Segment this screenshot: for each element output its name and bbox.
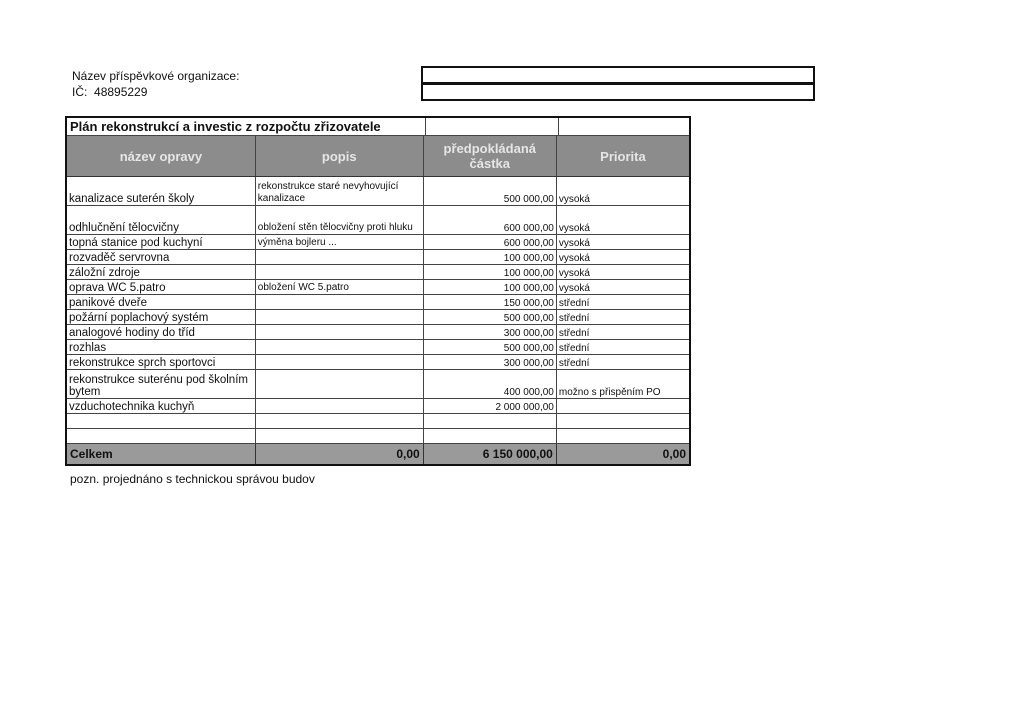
cell-desc — [255, 310, 423, 324]
cell-desc — [255, 429, 423, 443]
ic-field — [421, 83, 815, 101]
cell-amount: 500 000,00 — [423, 340, 556, 354]
cell-desc — [255, 370, 423, 398]
ic-line — [72, 85, 147, 99]
table-row — [67, 177, 689, 206]
cell-name: kanalizace suterén školy — [69, 193, 195, 205]
col-header-amount: předpokládaná částka — [423, 136, 556, 176]
table-row — [67, 280, 689, 295]
cell-desc — [255, 340, 423, 354]
cell-name: vzduchotechnika kuchyň — [69, 401, 195, 413]
cell-amount: 300 000,00 — [423, 355, 556, 369]
cell-amount: 150 000,00 — [423, 295, 556, 309]
cell-priority: vysoká — [556, 177, 689, 205]
total-label: Celkem — [70, 447, 113, 461]
cell-priority: střední — [556, 310, 689, 324]
cell-name — [67, 414, 255, 428]
cell-name: rozvaděč servrovna — [69, 252, 170, 264]
cell-amount: 500 000,00 — [423, 310, 556, 324]
cell-amount: 100 000,00 — [423, 250, 556, 264]
cell-desc: obložení WC 5.patro — [255, 280, 423, 294]
total-row — [67, 444, 689, 464]
cell-amount: 100 000,00 — [423, 280, 556, 294]
cell-name: oprava WC 5.patro — [69, 282, 166, 294]
cell-name: požární poplachový systém — [69, 312, 209, 324]
table-row — [67, 265, 689, 280]
ic-label: IČ: — [72, 85, 88, 99]
table-row — [67, 399, 689, 414]
cell-amount — [423, 414, 556, 428]
cell-priority — [556, 414, 689, 428]
cell-name: záložní zdroje — [69, 267, 140, 279]
cell-desc: rekonstrukce staré nevyhovující kanalizace — [255, 177, 423, 205]
cell-amount: 600 000,00 — [423, 235, 556, 249]
cell-priority: vysoká — [556, 235, 689, 249]
cell-name: topná stanice pod kuchyní — [69, 237, 203, 249]
table-row — [67, 370, 689, 399]
table-row — [67, 235, 689, 250]
cell-name: panikové dveře — [69, 297, 147, 309]
total-amount: 6 150 000,00 — [423, 444, 556, 464]
cell-amount: 400 000,00 — [423, 370, 556, 398]
cell-amount: 500 000,00 — [423, 177, 556, 205]
cell-amount — [423, 429, 556, 443]
org-name-field — [421, 66, 815, 84]
table-row — [67, 355, 689, 370]
cell-priority — [556, 399, 689, 413]
cell-amount: 2 000 000,00 — [423, 399, 556, 413]
table-row — [67, 340, 689, 355]
table-row — [67, 414, 689, 429]
table-row — [67, 310, 689, 325]
cell-desc: obložení stěn tělocvičny proti hluku — [255, 206, 423, 234]
cell-desc — [255, 325, 423, 339]
cell-desc — [255, 355, 423, 369]
total-priority-value: 0,00 — [556, 444, 689, 464]
cell-desc — [255, 399, 423, 413]
cell-priority: střední — [556, 295, 689, 309]
col-header-desc: popis — [255, 136, 423, 176]
table-title-row — [67, 118, 689, 136]
cell-priority: vysoká — [556, 265, 689, 279]
cell-desc — [255, 295, 423, 309]
table-row — [67, 429, 689, 444]
col-header-name: název opravy — [119, 148, 203, 164]
table-row — [67, 250, 689, 265]
cell-priority: střední — [556, 355, 689, 369]
cell-desc: výměna bojleru ... — [255, 235, 423, 249]
cell-priority — [556, 429, 689, 443]
table-row — [67, 295, 689, 310]
ic-value: 48895229 — [94, 85, 148, 99]
cell-amount: 300 000,00 — [423, 325, 556, 339]
cell-desc — [255, 250, 423, 264]
table-row — [67, 206, 689, 235]
table-title: Plán rekonstrukcí a investic z rozpočtu zřizovatele — [70, 119, 381, 134]
cell-priority: střední — [556, 325, 689, 339]
cell-name — [67, 429, 255, 443]
cell-amount: 600 000,00 — [423, 206, 556, 234]
cell-desc — [255, 414, 423, 428]
table-body — [67, 177, 689, 444]
note: pozn. projednáno s technickou správou budov — [70, 472, 315, 486]
title-spacer — [425, 118, 559, 135]
cell-priority: vysoká — [556, 206, 689, 234]
org-name-label: Název příspěvkové organizace: — [72, 69, 240, 83]
cell-priority: možno s přispěním PO — [556, 370, 689, 398]
cell-priority: vysoká — [556, 280, 689, 294]
cell-name: rozhlas — [69, 342, 107, 354]
investment-table — [65, 116, 691, 466]
cell-amount: 100 000,00 — [423, 265, 556, 279]
table-row — [67, 325, 689, 340]
cell-name: rekonstrukce sprch sportovci — [69, 357, 216, 369]
cell-desc — [255, 265, 423, 279]
total-desc-value: 0,00 — [255, 444, 423, 464]
cell-name: analogové hodiny do tříd — [69, 327, 195, 339]
table-header — [67, 136, 689, 177]
cell-priority: střední — [556, 340, 689, 354]
cell-priority: vysoká — [556, 250, 689, 264]
cell-name: odhlučnění tělocvičny — [69, 222, 179, 234]
cell-name: rekonstrukce suterénu pod školním bytem — [69, 374, 248, 398]
col-header-priority: Priorita — [556, 136, 689, 176]
